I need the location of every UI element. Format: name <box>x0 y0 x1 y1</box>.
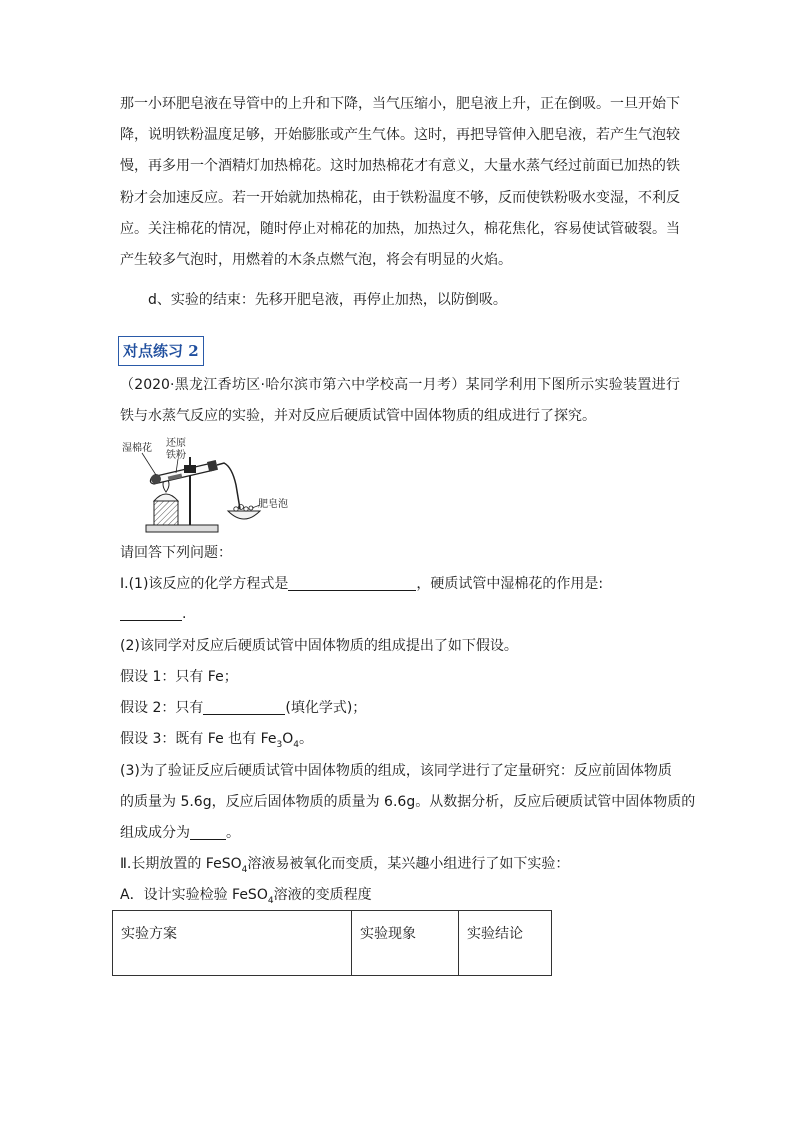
question-3-line-1: (3)为了验证反应后硬质试管中固体物质的组成，该同学进行了定量研究：反应前固体物质 <box>120 763 672 779</box>
part-2-intro <box>120 854 569 880</box>
pointer-cotton <box>142 453 156 475</box>
table-header-plan: 实验方案 <box>113 911 352 976</box>
subscript: 4 <box>267 895 274 906</box>
section-heading: 对点练习 2 <box>118 336 204 366</box>
hypothesis-3-end: 。 <box>299 731 314 747</box>
delivery-tube <box>217 463 240 509</box>
hypothesis-1: 假设 1：只有 Fe； <box>120 669 238 685</box>
answer-blank-formula[interactable] <box>203 698 285 715</box>
part-2-text-b: 溶液易被氧化而变质，某兴趣小组进行了如下实验： <box>247 856 570 872</box>
question-1-line <box>120 574 603 594</box>
part-a-text-b: 溶液的变质程度 <box>273 887 372 903</box>
question-1-end: . <box>182 606 187 622</box>
figure-label-cotton: 湿棉花 <box>122 443 152 454</box>
subscript: 3 <box>276 739 283 750</box>
clamp <box>184 465 196 473</box>
question-1-text-a: Ⅰ.(1)该反应的化学方程式是 <box>120 576 289 592</box>
answer-blank-equation[interactable] <box>288 574 416 591</box>
burner-block <box>154 501 178 525</box>
question-intro: （2020·黑龙江香坊区·哈尔滨市第六中学校高一月考）某同学利用下图所示实验装置进行铁与水蒸气反应的实验，并对反应后硬质试管中固体物质的组成进行了探究。 <box>120 377 680 425</box>
experiment-table <box>112 910 552 976</box>
stand-base <box>146 525 218 532</box>
hypothesis-2-text-a: 假设 2：只有 <box>120 700 204 716</box>
question-3-line-3 <box>120 823 240 843</box>
part-a-heading <box>120 885 372 911</box>
hypothesis-3-text: 假设 3：既有 Fe 也有 Fe <box>120 731 277 747</box>
prompt-text: 请回答下列问题： <box>120 545 232 561</box>
step-d-text: d、实验的结束：先移开肥皂液，再停止加热，以防倒吸。 <box>148 292 507 308</box>
hypothesis-2-text-b: (填化学式)； <box>285 700 367 716</box>
hypothesis-2 <box>120 698 366 718</box>
question-3-end: 。 <box>226 825 240 841</box>
paragraph-experiment-notes: 那一小环肥皂液在导管中的上升和下降，当气压缩小，肥皂液上升，正在倒吸。一旦开始下降，说明铁粉温度足够，开始膨胀或产生气体。这时，再把导管伸入肥皂液，若产生气泡较慢，再多用一个酒精灯加热棉花。这时加热棉花才有意义，大量水蒸气经过前面已加热的铁粉才会加速反应。若一开始就加热棉花，由于铁粉温度不够，反而使铁粉吸水变湿，不利反应。关注棉花的情况，随时停止对棉花的加热，加热过久，棉花焦化，容易使试管破裂。当产生较多气泡时，用燃着的木条点燃气泡，将会有明显的火焰。 <box>120 96 680 269</box>
part-a-text-a: A．设计实验检验 FeSO <box>120 887 268 903</box>
subscript: 4 <box>241 864 248 875</box>
question-1-text-b: ，硬质试管中湿棉花的作用是: <box>416 576 604 592</box>
question-3-text: 组成成分为 <box>120 825 190 841</box>
question-2-text: (2)该同学对反应后硬质试管中固体物质的组成提出了如下假设。 <box>120 638 518 654</box>
wet-cotton <box>151 474 161 484</box>
hypothesis-3 <box>120 729 313 755</box>
hypothesis-3-oxygen: O <box>282 731 294 747</box>
subscript: 4 <box>293 739 300 750</box>
answer-blank-composition[interactable] <box>190 823 226 840</box>
table-header-conclusion: 实验结论 <box>459 911 552 976</box>
table-row <box>113 911 552 976</box>
question-3-line-2: 的质量为 5.6g，反应后固体物质的质量为 6.6g。从数据分析，反应后硬质试管中固体物质的 <box>120 794 696 810</box>
figure-label-soap: 肥皂泡 <box>258 499 288 510</box>
figure-label-iron-2: 铁粉 <box>166 450 186 461</box>
figure-label-iron-1: 还原 <box>166 438 186 449</box>
question-1-continuation <box>120 604 186 624</box>
experiment-apparatus-figure <box>120 437 320 537</box>
table-header-phenomenon: 实验现象 <box>352 911 459 976</box>
soap-dish <box>228 511 260 519</box>
answer-blank-cotton-role[interactable] <box>120 604 182 621</box>
part-2-text-a: Ⅱ.长期放置的 FeSO <box>120 856 242 872</box>
alcohol-lamp <box>154 494 178 501</box>
